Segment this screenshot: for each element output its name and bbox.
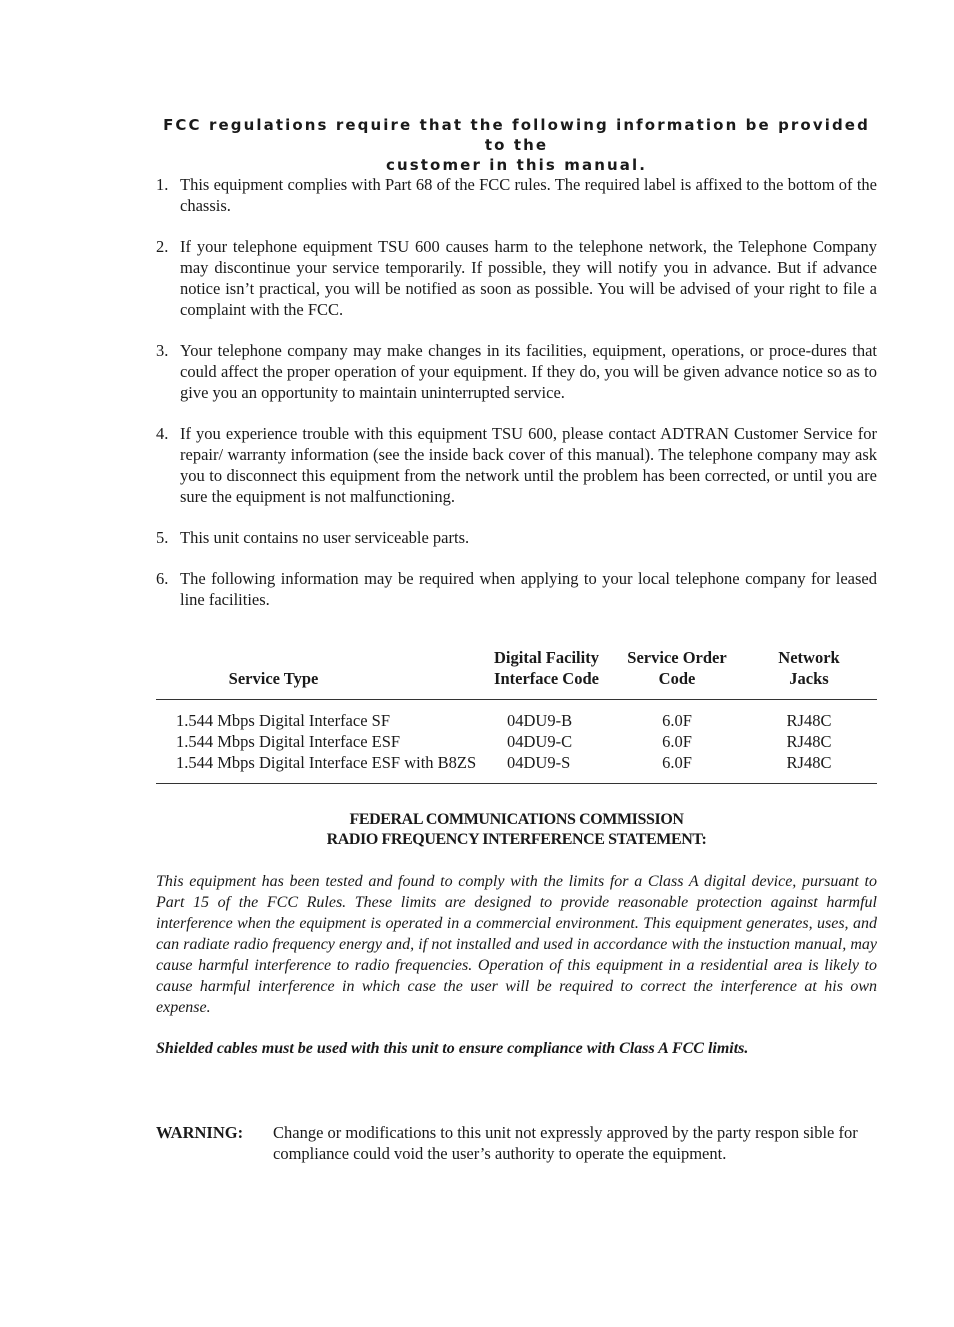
fcc-statement-title: [156, 810, 877, 850]
item-number: 2.: [156, 237, 169, 256]
table-body: [156, 700, 877, 783]
item-number: 1.: [156, 175, 169, 194]
header-jacks-line-2: Jacks: [789, 669, 829, 688]
header-dfic: [474, 647, 619, 689]
service-table: [156, 647, 877, 784]
header-dfic-line-1: Digital Facility: [494, 648, 599, 667]
cell-jacks: RJ48C: [786, 753, 832, 772]
header-dfic-line-2: Interface Code: [494, 669, 599, 688]
header-soc-line-1: Service Order: [627, 648, 727, 667]
list-item: [156, 340, 877, 403]
cell-soc: 6.0F: [662, 732, 692, 751]
table-bottom-rule: [156, 783, 877, 784]
fcc-requirements-list: [156, 174, 877, 630]
cell-dfic: 04DU9-C: [507, 732, 573, 751]
cell-service-type: 1.544 Mbps Digital Interface ESF: [176, 732, 401, 751]
table-row: [156, 710, 877, 731]
list-item: [156, 174, 877, 216]
item-text: The following information may be required when applying to your local telephone company for leased line facilities.: [180, 569, 877, 609]
cell-service-type: 1.544 Mbps Digital Interface ESF with B8ZS: [176, 753, 477, 772]
item-text: This unit contains no user serviceable parts.: [180, 528, 470, 547]
cell-soc: 6.0F: [662, 711, 692, 730]
item-text: This equipment complies with Part 68 of the FCC rules. The required label is affixed to the bottom of the chassis.: [180, 175, 877, 215]
item-number: 4.: [156, 424, 169, 443]
warning-text: Change or modifications to this unit not expressly approved by the party respon sible for compliance could void the user’s authority to operate the equipment.: [273, 1123, 858, 1163]
cell-service-type: 1.544 Mbps Digital Interface SF: [176, 711, 391, 730]
item-text: Your telephone company may make changes in its facilities, equipment, operations, or proce-dures that could affect the proper operation of your equipment. If they do, you will be given advance notice so as to give you an opportunity to maintain uninterrupted service.: [180, 341, 877, 402]
rfi-statement-text: This equipment has been tested and found to comply with the limits for a Class A digital device, pursuant to Part 15 of the FCC Rules. These limits are designed to provide reasonable protection against harmful interference when the equipment is operated in a commercial environment. This equipment generates, uses, and can radiate radio frequency energy and, if not installed and used in accordance with the instuction manual, may cause harmful interference to radio frequencies. Operation of this equipment in a residential area is likely to cause harmful interference in which case the user will be required to correct the interference at his own expense.: [156, 873, 877, 1016]
item-number: 6.: [156, 569, 169, 588]
cell-dfic: 04DU9-B: [507, 711, 573, 730]
list-item: [156, 568, 877, 610]
header-jacks-line-1: Network: [778, 648, 840, 667]
fcc-title-line-1: FEDERAL COMMUNICATIONS COMMISSION: [349, 811, 684, 828]
list-item: [156, 236, 877, 320]
header-service-order-code: [618, 647, 736, 689]
warning-label: WARNING:: [156, 1123, 244, 1142]
cell-jacks: RJ48C: [786, 732, 832, 751]
cell-soc: 6.0F: [662, 753, 692, 772]
heading-line-1: FCC regulations require that the following information be provided to the: [163, 116, 870, 154]
header-network-jacks: [759, 647, 859, 689]
item-number: 3.: [156, 341, 169, 360]
list-item: [156, 423, 877, 507]
heading-line-2: customer in this manual.: [385, 156, 648, 174]
warning-block: [156, 1122, 877, 1164]
cell-dfic: 04DU9-S: [507, 753, 571, 772]
item-text: If you experience trouble with this equipment TSU 600, please contact ADTRAN Customer Service for repair/ warranty information (see the inside back cover of this manual). The telephone company may ask you to disconnect this equipment from the network until the problem has been corrected, or until you are sure the equipment is not malfunctioning.: [180, 424, 877, 506]
header-soc-line-2: Code: [658, 669, 696, 688]
fcc-regulations-heading: [156, 115, 877, 175]
header-service-type: Service Type: [228, 669, 319, 688]
table-row: [156, 731, 877, 752]
item-text: If your telephone equipment TSU 600 causes harm to the telephone network, the Telephone Company may discontinue your service temporarily. If possible, they will notify you in advance. But if advance notice isn’t practical, you will be notified as soon as possible. You will be advised of your right to file a complaint with the FCC.: [180, 237, 877, 319]
list-item: [156, 527, 877, 548]
shielded-cables-notice: Shielded cables must be used with this unit to ensure compliance with Class A FCC limits.: [156, 1040, 749, 1057]
fcc-title-line-2: RADIO FREQUENCY INTERFERENCE STATEMENT:: [326, 831, 707, 848]
table-row: [156, 752, 877, 773]
cell-jacks: RJ48C: [786, 711, 832, 730]
table-header: [156, 647, 877, 695]
item-number: 5.: [156, 528, 169, 547]
